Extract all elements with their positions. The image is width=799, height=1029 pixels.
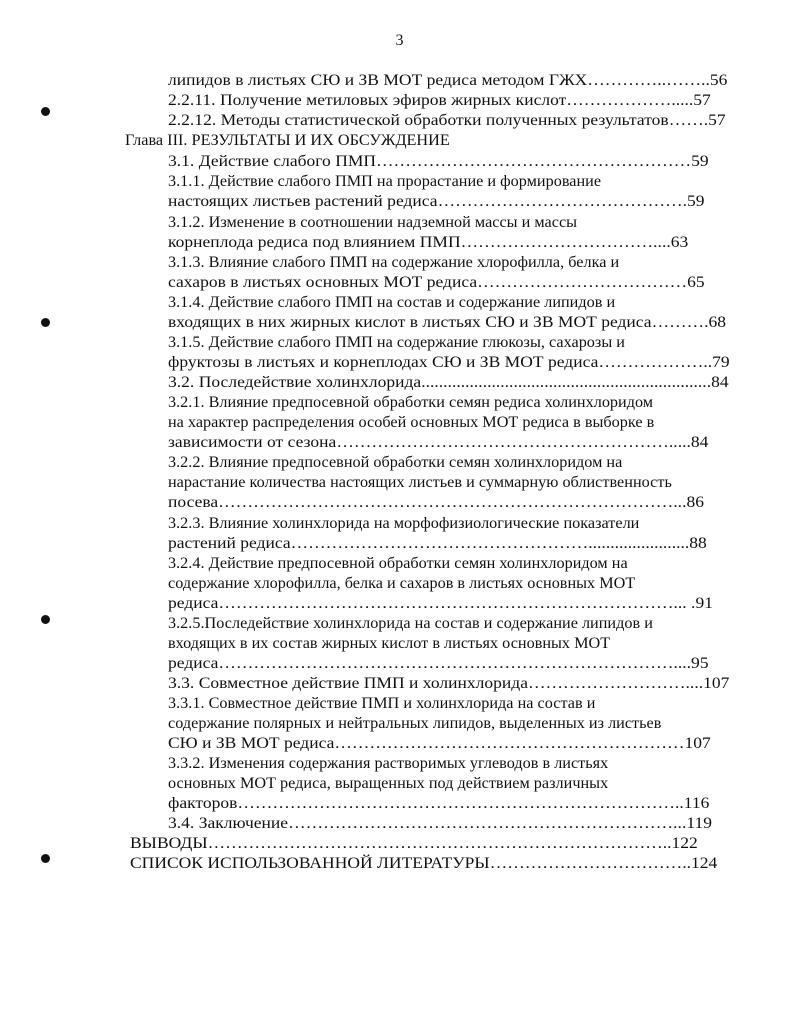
toc-line: 2.2.11. Получение метиловых эфиров жирных кислот……………….....57 [168,91,711,109]
toc-line: редиса……………………………………………………………………... .91 [168,594,713,612]
binder-hole-icon [41,854,50,863]
toc-line: липидов в листьях СЮ и ЗВ МОТ редиса методом ГЖХ…………..……..56 [168,71,728,89]
toc-line: 3.3.2. Изменения содержания растворимых углеводов в листьях [168,754,609,772]
toc-line: СЮ и ЗВ МОТ редиса……………………………………………………107 [168,734,711,752]
toc-heading: ВЫВОДЫ……………………………………………………………………..122 [130,834,698,852]
toc-line: настоящих листьев растений редиса…………………………………….59 [168,192,705,210]
toc-line: 3.1.2. Изменение в соотношении надземной массы и массы [168,213,578,231]
toc-line: фруктозы в листьях и корнеплодах СЮ и ЗВ МОТ редиса………………..79 [168,353,730,371]
binder-hole-icon [41,107,50,116]
toc-line: нарастание количества настоящих листьев и суммарную облиственность [168,473,672,491]
toc-heading: СПИСОК ИСПОЛЬЗОВАННОЙ ЛИТЕРАТУРЫ……………………………..124 [130,854,718,872]
toc-heading: Глава III. РЕЗУЛЬТАТЫ И ИХ ОБСУЖДЕНИЕ [125,131,450,149]
toc-line: 3.4. Заключение…………………………………………………………...119 [168,814,712,832]
toc-line: 3.1.3. Влияние слабого ПМП на содержание хлорофилла, белка и [168,253,620,271]
toc-line: 3.1.1. Действие слабого ПМП на прорастание и формирование [168,172,602,190]
toc-line: 3.2.4. Действие предпосевной обработки семян холинхлоридом на [168,554,628,572]
toc-line: входящих в их состав жирных кислот в листьях основных МОТ [168,634,611,652]
toc-line: редиса……………………………………………………………………....95 [168,654,709,672]
toc-line: сахаров в листьях основных МОТ редиса………………………………65 [168,273,705,291]
toc-line: 2.2.12. Методы статистической обработки полученных результатов…….57 [168,111,726,129]
toc-line: 3.1.4. Действие слабого ПМП на состав и содержание липидов и [168,293,616,311]
binder-hole-icon [41,615,50,624]
toc-line: 3.2.1. Влияние предпосевной обработки семян редиса холинхлоридом [168,393,654,411]
toc-line: 3.1.5. Действие слабого ПМП на содержание глюкозы, сахарозы и [168,333,625,351]
toc-line: растений редиса…………………………………………….......................88 [168,534,707,552]
toc-line: 3.2.2. Влияние предпосевной обработки семян холинхлоридом на [168,453,623,471]
toc-line: 3.2.5.Последействие холинхлорида на состав и содержание липидов и [168,614,653,632]
toc-line: 3.3. Совместное действие ПМП и холинхлорида………………………....107 [168,674,730,692]
toc-line: содержание полярных и нейтральных липидов, выделенных из листьев [168,714,662,732]
toc-line: входящих в них жирных кислот в листьях СЮ и ЗВ МОТ редиса……….68 [168,313,727,331]
toc-line: содержание хлорофилла, белка и сахаров в листьях основных МОТ [168,574,636,592]
toc-line: факторов…………………………………………………………………..116 [168,794,710,812]
page-number: 3 [395,32,404,49]
toc-line: посева……………………………………………………………………...86 [168,493,705,511]
toc-line: на характер распределения особей основных МОТ редиса в выборке в [168,413,655,431]
toc-line: 3.3.1. Совместное действие ПМП и холинхлорида на состав и [168,694,596,712]
toc-line: 3.2.3. Влияние холинхлорида на морфофизиологические показатели [168,514,640,532]
toc-line: корнеплода редиса под влиянием ПМП……………………………....63 [168,233,689,251]
toc-line: зависимости от сезона………………………………………………….....84 [168,433,709,451]
toc-line: 3.1. Действие слабого ПМП………………………………………………59 [168,152,709,170]
toc-line: основных МОТ редиса, выращенных под действием различных [168,774,609,792]
toc-line: 3.2. Последействие холинхлорида..................................................................84 [168,373,729,391]
binder-hole-icon [41,318,50,327]
